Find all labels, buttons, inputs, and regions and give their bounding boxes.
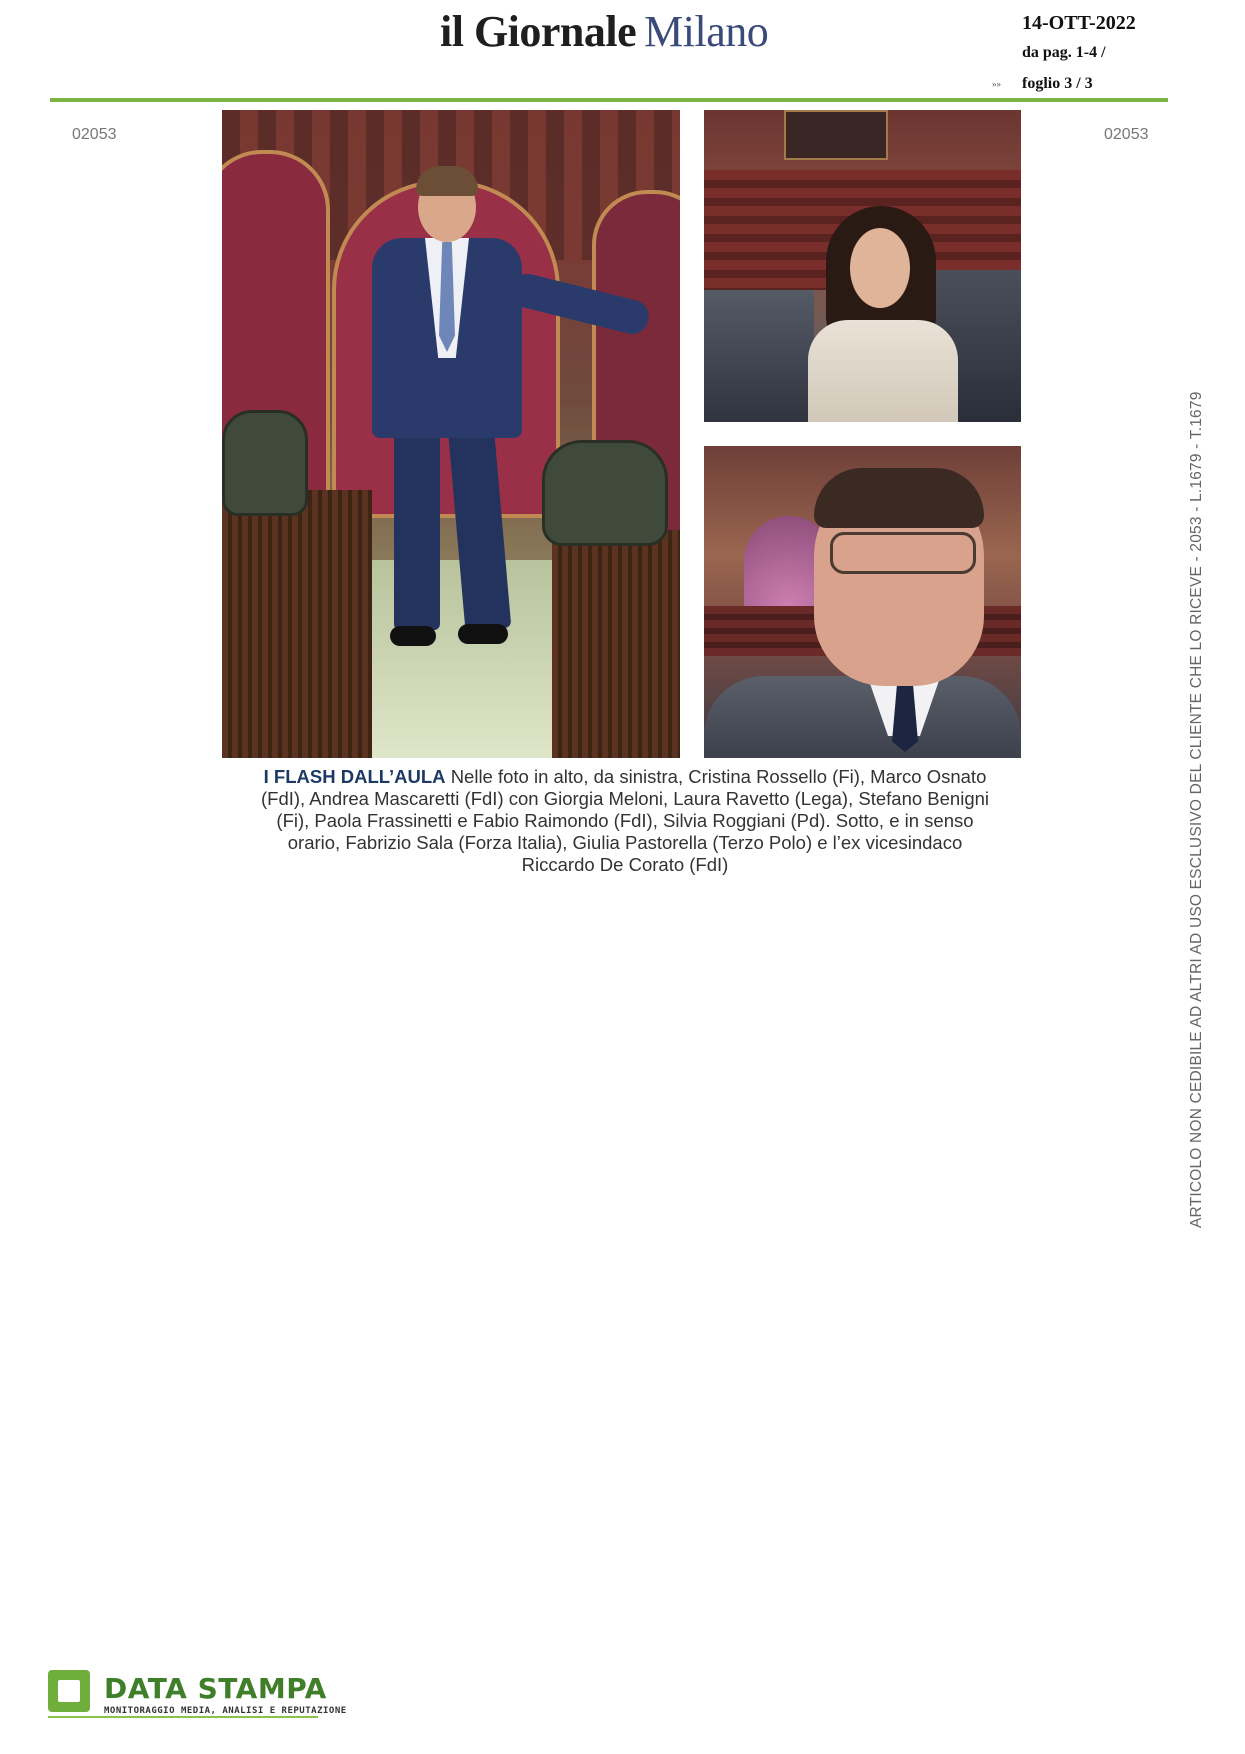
photo-person-face	[850, 228, 910, 308]
photo-person-leg	[394, 430, 440, 630]
masthead-city: Milano	[644, 7, 769, 56]
client-code-left: 02053	[72, 126, 117, 143]
photo-main	[222, 110, 680, 758]
usage-disclaimer: ARTICOLO NON CEDIBILE AD ALTRI AD USO ESCLUSIVO DEL CLIENTE CHE LO RICEVE - 2053 - L.1679 - T.1679	[1188, 391, 1205, 1228]
photo-person-shoe	[390, 626, 436, 646]
photo-person-shoe	[458, 624, 508, 644]
continuation-mark: »»	[992, 79, 1001, 89]
photo-person-hair	[416, 166, 478, 196]
page-reference: da pag. 1-4 /	[1022, 44, 1106, 61]
sheet-number: foglio 3 / 3	[1022, 75, 1093, 92]
data-stampa-logo-icon	[48, 1670, 90, 1712]
photo-wooden-bench-right	[552, 530, 680, 758]
masthead	[440, 6, 768, 57]
logo-tagline: MONITORAGGIO MEDIA, ANALISI E REPUTAZIONE	[104, 1706, 347, 1716]
caption-text: Nelle foto in alto, da sinistra, Cristina Rossello (Fi), Marco Osnato (FdI), Andrea Mascaretti (FdI) con Giorgia Meloni, Laura Ravetto (Lega), Stefano Benigni (Fi), Paola Frassinetti e Fabio Raimondo (FdI), Silvia Roggiani (Pd). Sotto, e in senso orario, Fabrizio Sala (Forza Italia), Giulia Pastorella (Terzo Polo) e l’ex vicesindaco Riccardo De Corato (FdI)	[260, 766, 990, 875]
photo-crowd-left	[704, 290, 814, 422]
photo-person-jacket	[808, 320, 958, 422]
photo-vote-board	[784, 110, 888, 160]
masthead-name: il Giornale	[440, 7, 637, 56]
logo-divider	[48, 1716, 318, 1718]
client-code-right: 02053	[1104, 126, 1149, 143]
photo-ballot-urn	[542, 440, 668, 546]
photo-bottom-right	[704, 446, 1021, 758]
photo-person-glasses	[830, 532, 976, 574]
photo-ballot-urn-left	[222, 410, 308, 516]
photo-caption	[250, 766, 1000, 876]
photo-person-hair	[814, 468, 984, 528]
photo-wooden-bench-left	[222, 490, 372, 758]
logo-name: DATA STAMPA	[104, 1672, 327, 1705]
caption-kicker: I FLASH DALL’AULA	[263, 766, 446, 787]
photo-top-right	[704, 110, 1021, 422]
header-rule	[50, 98, 1168, 102]
photo-person-suit	[704, 676, 1021, 758]
publication-date: 14-OTT-2022	[1022, 12, 1136, 34]
